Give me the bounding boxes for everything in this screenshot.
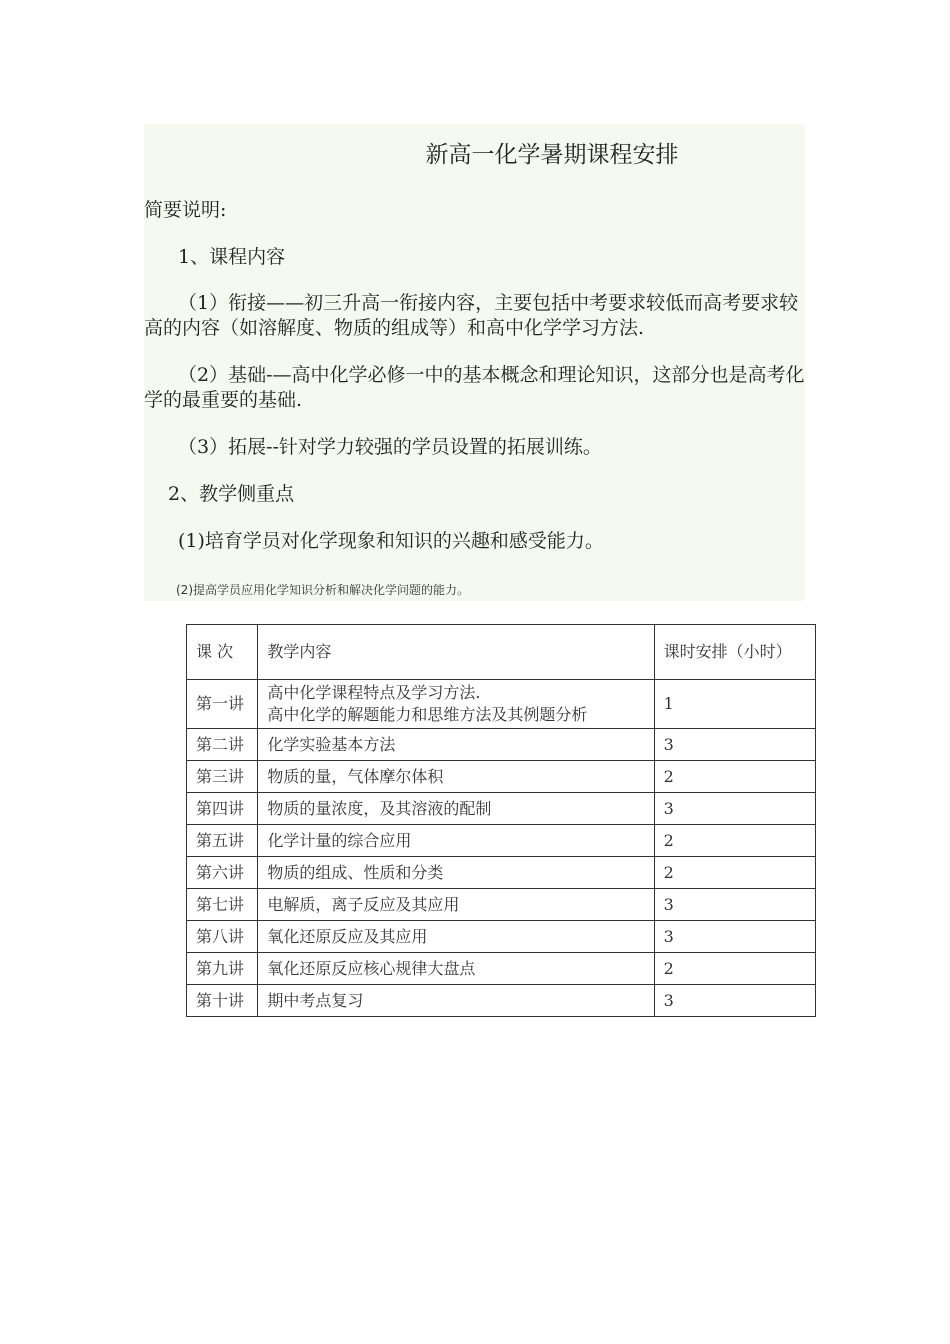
table-row (187, 825, 816, 857)
table-row (187, 953, 816, 985)
table-row (187, 793, 816, 825)
table-row (187, 857, 816, 889)
content-cell: 氧化还原反应及其应用 (258, 921, 654, 953)
section-course-content-heading: 1、课程内容 (178, 246, 286, 268)
content-cell (258, 680, 654, 729)
hours-cell: 3 (654, 921, 815, 953)
hours-cell: 3 (654, 985, 815, 1017)
table-row (187, 921, 816, 953)
lesson-cell: 第一讲 (187, 680, 258, 729)
lesson-cell: 第八讲 (187, 921, 258, 953)
focus-item-ability: (2)提高学员应用化学知识分析和解决化学问题的能力。 (176, 583, 470, 597)
lesson-cell: 第二讲 (187, 729, 258, 761)
content-line: 高中化学的解题能力和思维方法及其例题分析 (267, 705, 588, 724)
table-row (187, 761, 816, 793)
hours-cell: 1 (654, 680, 815, 729)
content-cell: 期中考点复习 (258, 985, 654, 1017)
content-cell: 物质的组成、性质和分类 (258, 857, 654, 889)
page-title: 新高一化学暑期课程安排 (425, 142, 679, 168)
table-row (187, 680, 816, 729)
section-teaching-focus-heading: 2、教学侧重点 (168, 483, 295, 505)
hours-cell: 3 (654, 793, 815, 825)
content-cell: 物质的量，气体摩尔体积 (258, 761, 654, 793)
hours-cell: 2 (654, 953, 815, 985)
course-schedule-table (186, 624, 816, 1017)
lesson-cell: 第三讲 (187, 761, 258, 793)
lesson-cell: 第七讲 (187, 889, 258, 921)
lesson-cell: 第五讲 (187, 825, 258, 857)
content-cell: 化学实验基本方法 (258, 729, 654, 761)
hours-cell: 2 (654, 857, 815, 889)
hours-cell: 2 (654, 825, 815, 857)
content-cell: 电解质，离子反应及其应用 (258, 889, 654, 921)
hours-cell: 3 (654, 889, 815, 921)
content-cell: 氧化还原反应核心规律大盘点 (258, 953, 654, 985)
intro-heading: 简要说明: (144, 199, 227, 221)
header-hours: 课时安排（小时） (654, 625, 815, 680)
content-line: 高中化学课程特点及学习方法. (267, 683, 481, 702)
hours-cell: 3 (654, 729, 815, 761)
table-row (187, 985, 816, 1017)
table-header-row (187, 625, 816, 680)
header-lesson: 课 次 (187, 625, 258, 680)
content-item-bridging: （1）衔接——初三升高一衔接内容，主要包括中考要求较低而高考要求较高的内容（如溶解度、物质的组成等）和高中化学学习方法. (144, 292, 799, 339)
table-row (187, 889, 816, 921)
content-cell: 物质的量浓度，及其溶液的配制 (258, 793, 654, 825)
content-item-basics: （2）基础-—高中化学必修一中的基本概念和理论知识，这部分也是高考化学的最重要的基础. (144, 364, 805, 411)
header-content: 教学内容 (258, 625, 654, 680)
lesson-cell: 第四讲 (187, 793, 258, 825)
lesson-cell: 第六讲 (187, 857, 258, 889)
content-item-extension: （3）拓展--针对学力较强的学员设置的拓展训练。 (178, 436, 602, 458)
content-cell: 化学计量的综合应用 (258, 825, 654, 857)
focus-item-interest: (1)培育学员对化学现象和知识的兴趣和感受能力。 (178, 530, 604, 552)
lesson-cell: 第九讲 (187, 953, 258, 985)
hours-cell: 2 (654, 761, 815, 793)
table-row (187, 729, 816, 761)
intro-section (144, 124, 805, 601)
lesson-cell: 第十讲 (187, 985, 258, 1017)
